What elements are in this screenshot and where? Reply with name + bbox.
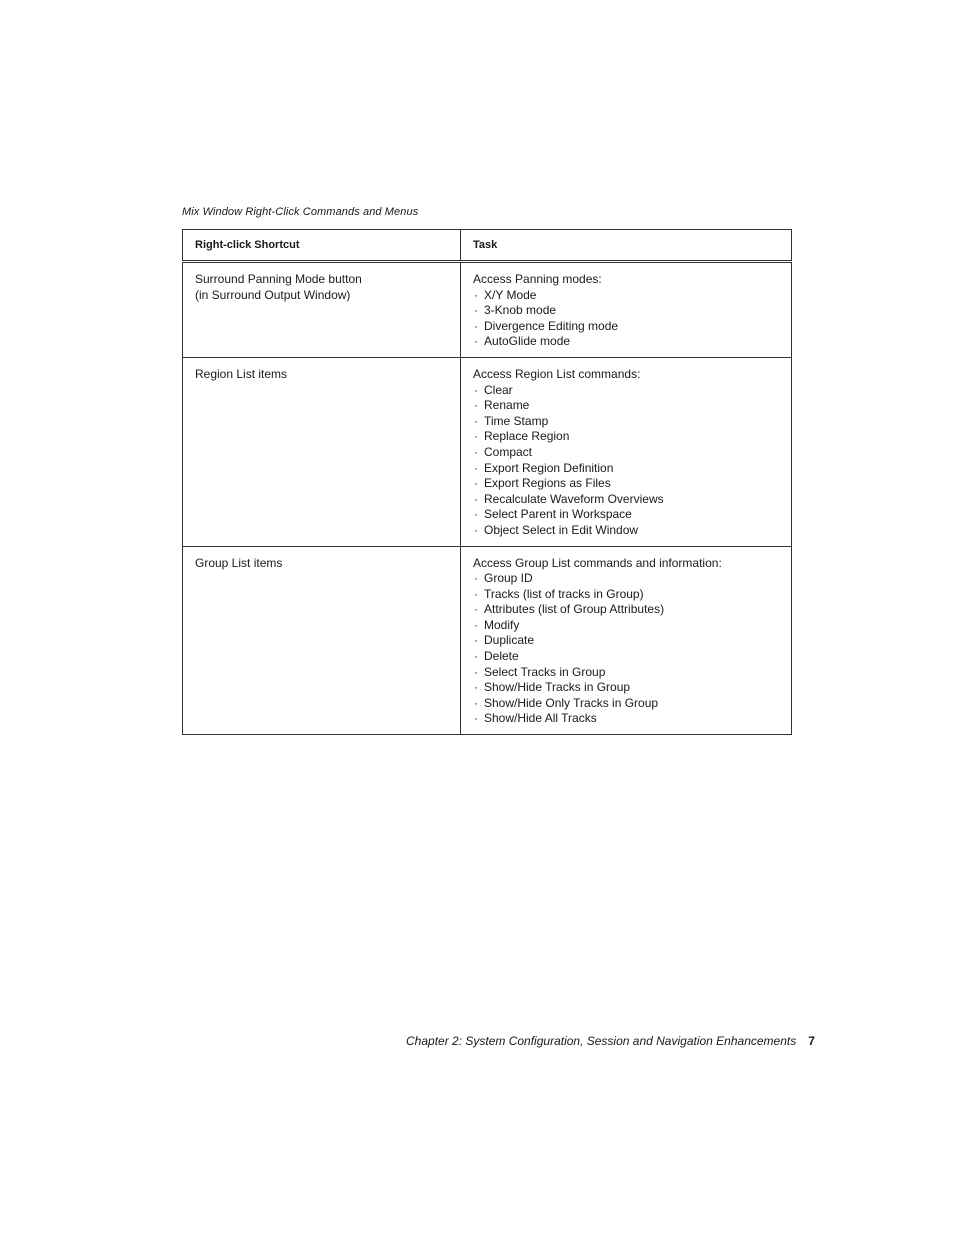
list-item	[473, 587, 779, 603]
list-item	[473, 461, 779, 477]
list-item-text: Duplicate	[484, 633, 535, 648]
bullet-icon: ·	[474, 460, 478, 475]
list-item	[473, 680, 779, 696]
list-item-text: Export Regions as Files	[484, 476, 611, 491]
list-item-text: Recalculate Waveform Overviews	[484, 491, 664, 506]
list-item-text: 3-Knob mode	[484, 303, 557, 318]
task-list	[473, 571, 779, 727]
chapter-title: Chapter 2: System Configuration, Session and Navigation Enhancements	[406, 1034, 797, 1048]
bullet-icon: ·	[474, 413, 478, 428]
header-task: Task	[461, 230, 792, 262]
list-item	[473, 633, 779, 649]
task-intro: Access Group List commands and information:	[473, 555, 722, 570]
list-item	[473, 507, 779, 523]
bullet-icon: ·	[474, 303, 478, 318]
list-item-text: Show/Hide Tracks in Group	[484, 680, 631, 695]
list-item-text: Export Region Definition	[484, 460, 614, 475]
list-item	[473, 476, 779, 492]
task-cell	[461, 262, 792, 358]
bullet-icon: ·	[474, 649, 478, 664]
shortcut-cell	[183, 357, 461, 546]
list-item	[473, 711, 779, 727]
shortcut-cell	[183, 546, 461, 735]
bullet-icon: ·	[474, 711, 478, 726]
list-item	[473, 492, 779, 508]
list-item	[473, 414, 779, 430]
task-cell	[461, 357, 792, 546]
header-shortcut: Right-click Shortcut	[183, 230, 461, 262]
list-item-text: Show/Hide All Tracks	[484, 711, 597, 726]
list-item-text: Group ID	[484, 571, 533, 586]
bullet-icon: ·	[474, 334, 478, 349]
list-item	[473, 383, 779, 399]
bullet-icon: ·	[474, 664, 478, 679]
list-item-text: Time Stamp	[484, 413, 549, 428]
bullet-icon: ·	[474, 476, 478, 491]
bullet-icon: ·	[474, 491, 478, 506]
list-item	[473, 523, 779, 539]
bullet-icon: ·	[474, 617, 478, 632]
page-footer	[406, 1034, 815, 1048]
list-item-text: Show/Hide Only Tracks in Group	[484, 695, 659, 710]
list-item-text: Tracks (list of tracks in Group)	[484, 586, 644, 601]
bullet-icon: ·	[474, 633, 478, 648]
bullet-icon: ·	[474, 382, 478, 397]
list-item	[473, 288, 779, 304]
list-item	[473, 649, 779, 665]
bullet-icon: ·	[474, 680, 478, 695]
bullet-icon: ·	[474, 507, 478, 522]
list-item-text: AutoGlide mode	[484, 334, 571, 349]
task-intro: Access Panning modes:	[473, 272, 602, 286]
task-list	[473, 383, 779, 539]
list-item	[473, 665, 779, 681]
bullet-icon: ·	[474, 429, 478, 444]
task-cell	[461, 546, 792, 735]
list-item-text: Modify	[484, 617, 520, 632]
list-item-text: Delete	[484, 649, 519, 664]
list-item-text: Object Select in Edit Window	[484, 522, 639, 537]
list-item	[473, 696, 779, 712]
task-intro: Access Region List commands:	[473, 366, 641, 381]
list-item	[473, 602, 779, 618]
list-item	[473, 445, 779, 461]
bullet-icon: ·	[474, 318, 478, 333]
shortcut-text: (in Surround Output Window)	[195, 287, 351, 302]
shortcut-text: Surround Panning Mode button	[195, 272, 362, 286]
list-item-text: Clear	[484, 382, 513, 397]
bullet-icon: ·	[474, 522, 478, 537]
table-row	[183, 546, 792, 735]
list-item	[473, 429, 779, 445]
list-item	[473, 398, 779, 414]
bullet-icon: ·	[474, 695, 478, 710]
shortcut-text: Region List items	[195, 366, 288, 381]
list-item	[473, 303, 779, 319]
bullet-icon: ·	[474, 586, 478, 601]
list-item	[473, 334, 779, 350]
list-item	[473, 319, 779, 335]
table-caption: Mix Window Right-Click Commands and Menus	[182, 206, 419, 218]
bullet-icon: ·	[474, 287, 478, 302]
list-item-text: X/Y Mode	[484, 287, 537, 302]
task-list	[473, 288, 779, 350]
table-row	[183, 357, 792, 546]
bullet-icon: ·	[474, 571, 478, 586]
bullet-icon: ·	[474, 444, 478, 459]
shortcut-cell	[183, 262, 461, 358]
list-item-text: Replace Region	[484, 429, 570, 444]
table-row	[183, 262, 792, 358]
right-click-commands-table	[182, 229, 792, 735]
shortcut-text: Group List items	[195, 555, 283, 570]
page-number: 7	[808, 1034, 815, 1048]
list-item	[473, 571, 779, 587]
list-item-text: Divergence Editing mode	[484, 318, 619, 333]
list-item	[473, 618, 779, 634]
list-item-text: Compact	[484, 444, 533, 459]
bullet-icon: ·	[474, 398, 478, 413]
list-item-text: Select Tracks in Group	[484, 664, 606, 679]
table-header-row	[183, 230, 792, 262]
list-item-text: Rename	[484, 398, 530, 413]
list-item-text: Attributes (list of Group Attributes)	[484, 602, 665, 617]
bullet-icon: ·	[474, 602, 478, 617]
list-item-text: Select Parent in Workspace	[484, 507, 632, 522]
